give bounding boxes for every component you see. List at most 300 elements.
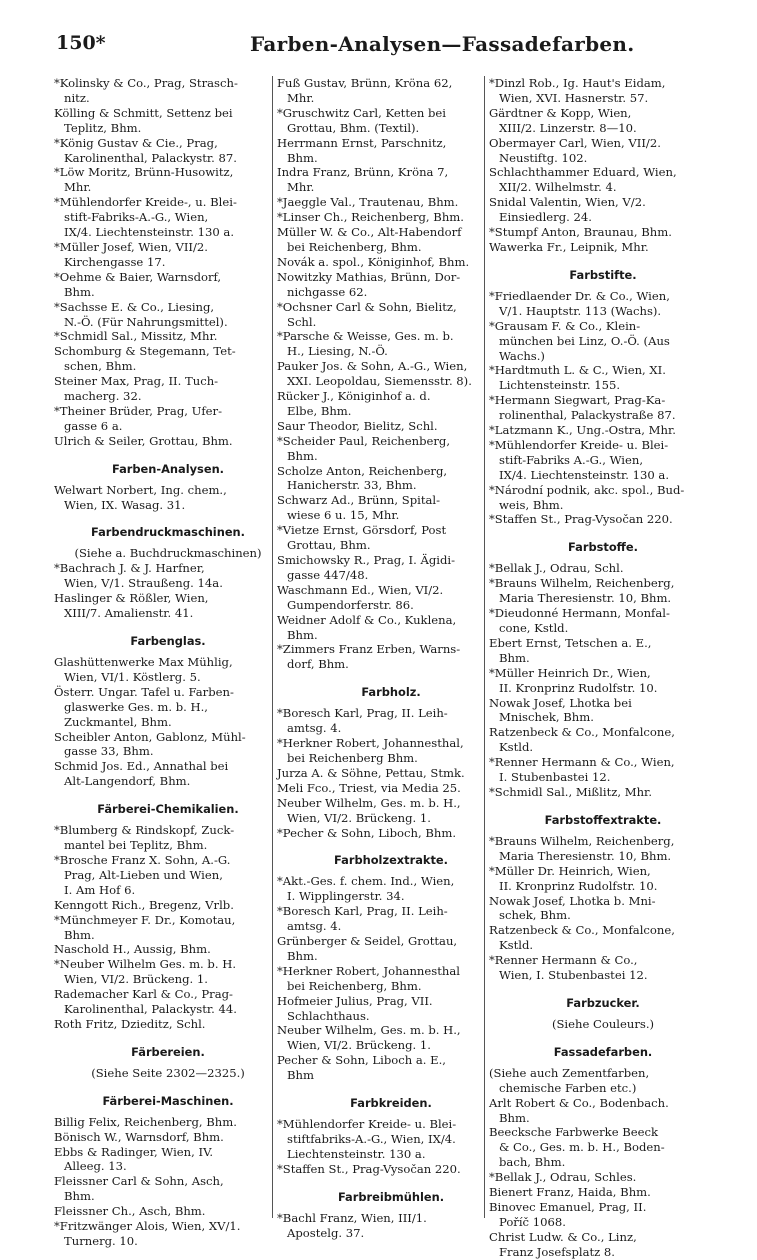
entry-line: Lichtensteinstr. 155. [499, 378, 621, 393]
entry-line: Saur Theodor, Bielitz, Schl. [277, 418, 438, 433]
entry-line: Wien, VI/2. Brückeng. 1. [287, 810, 431, 825]
directory-entry [277, 781, 505, 796]
directory-entry [489, 512, 717, 527]
entry-line: Scholze Anton, Reichenberg, [277, 463, 448, 478]
directory-entry [489, 894, 717, 924]
directory-entry [489, 696, 717, 726]
directory-entry [54, 655, 282, 685]
entry-line: gasse 447/48. [287, 567, 369, 582]
directory-entry [489, 319, 717, 364]
directory-column-left [54, 76, 282, 1249]
entry-line: glaswerke Ges. m. b. H., [64, 699, 208, 714]
entry-line: *Brauns Wilhelm, Reichenberg, [489, 833, 675, 848]
directory-entry [277, 76, 505, 106]
entry-line: *Dieudonné Hermann, Monfal- [489, 606, 670, 621]
entry-line: amtsg. 4. [287, 919, 342, 934]
directory-entry [54, 404, 282, 434]
directory-entry [489, 438, 717, 483]
entry-line: Bienert Franz, Haida, Bhm. [489, 1185, 651, 1200]
entry-line: Beecksche Farbwerke Beeck [489, 1125, 659, 1140]
directory-entry [54, 240, 282, 270]
entry-line: V/1. Hauptstr. 113 (Wachs). [499, 303, 662, 318]
entry-line: *Herkner Robert, Johannesthal [277, 963, 460, 978]
directory-entry [54, 1219, 282, 1249]
directory-entry [54, 165, 282, 195]
entry-line: N.-Ö. (Für Nahrungsmittel). [64, 314, 228, 329]
directory-entry [489, 1230, 717, 1260]
directory-entry [277, 934, 505, 964]
directory-entry [54, 1174, 282, 1204]
entry-line: *Dinzl Rob., Ig. Haut's Eidam, [489, 76, 666, 90]
directory-entry [277, 766, 505, 781]
entry-line: Meli Fco., Triest, via Media 25. [277, 780, 461, 795]
directory-entry [54, 300, 282, 330]
directory-entry [277, 464, 505, 494]
section-heading: Farbreibmühlen. [337, 1189, 445, 1204]
directory-entry [489, 363, 717, 393]
entry-line: *Fritzwänger Alois, Wien, XV/1. [54, 1219, 241, 1234]
section-heading: Färberei-Maschinen. [102, 1093, 234, 1108]
entry-line: *Národní podnik, akc. spol., Bud- [489, 482, 685, 497]
entry-line: XXI. Leopoldau, Siemensstr. 8). [287, 374, 472, 389]
entry-line: Welwart Norbert, Ing. chem., [54, 482, 227, 497]
entry-line: Ratzenbeck & Co., Monfalcone, [489, 725, 675, 740]
entry-line: *Renner Hermann & Co., Wien, [489, 755, 675, 770]
entry-line: mantel bei Teplitz, Bhm. [64, 838, 208, 853]
entry-line: Liechtensteinstr. 130 a. [287, 1146, 426, 1161]
entry-line: Karolinenthal, Palackystr. 44. [64, 1002, 237, 1017]
entry-line: Schlachthammer Eduard, Wien, [489, 165, 677, 180]
directory-entry [54, 195, 282, 240]
entry-line: *Jaeggle Val., Trautenau, Bhm. [277, 195, 459, 210]
entry-line: Maria Theresienstr. 10, Bhm. [499, 848, 672, 863]
directory-entry [277, 613, 505, 643]
entry-line: Jurza A. & Söhne, Pettau, Stmk. [277, 765, 465, 780]
entry-line: *Schmidl Sal., Mißlitz, Mhr. [489, 784, 653, 799]
directory-entry [489, 76, 717, 106]
directory-entry [489, 165, 717, 195]
directory-entry [54, 1130, 282, 1145]
directory-entry [277, 419, 505, 434]
directory-entry [54, 591, 282, 621]
directory-entry [489, 106, 717, 136]
entry-line: Kölling & Schmitt, Settenz bei [54, 105, 233, 120]
entry-line: Wien, VI/2. Brückeng. 1. [64, 972, 208, 987]
entry-line: Österr. Ungar. Tafel u. Farben- [54, 684, 234, 699]
entry-line: Bhm. [287, 150, 318, 165]
entry-line: rolinenthal, Palackystraße 87. [499, 408, 676, 423]
directory-entry [54, 1017, 282, 1032]
directory-entry [54, 957, 282, 987]
entry-line: *Renner Hermann & Co., [489, 953, 638, 968]
entry-line: Glashüttenwerke Max Mühlig, [54, 655, 233, 669]
entry-line: *Schmidl Sal., Missitz, Mhr. [54, 329, 218, 344]
entry-line: Mhr. [287, 180, 315, 195]
entry-line: Zuckmantel, Bhm. [64, 714, 172, 729]
directory-entry [489, 483, 717, 513]
directory-entry [277, 210, 505, 225]
entry-line: *Stumpf Anton, Braunau, Bhm. [489, 225, 672, 240]
entry-line: *Löw Moritz, Brünn-Husowitz, [54, 165, 234, 180]
entry-line: Arlt Robert & Co., Bodenbach. [489, 1095, 669, 1110]
directory-entry [277, 1211, 505, 1241]
entry-line: Waschmann Ed., Wien, VI/2. [277, 582, 444, 597]
entry-line: *König Gustav & Cie., Prag, [54, 135, 218, 150]
entry-line: Elbe, Bhm. [287, 403, 352, 418]
entry-line: Kirchengasse 17. [64, 254, 166, 269]
directory-entry [277, 225, 505, 255]
directory-entry [489, 136, 717, 166]
entry-line: Hanicherstr. 33, Bhm. [287, 478, 417, 493]
entry-line: Schomburg & Stegemann, Tet- [54, 344, 236, 359]
directory-entry [277, 270, 505, 300]
section-heading: Farbstoffe. [568, 540, 638, 555]
entry-line: Wien, IX. Wasag. 31. [64, 497, 186, 512]
entry-line: Schmid Jos. Ed., Annathal bei [54, 759, 229, 774]
entry-line: Nowitzky Mathias, Brünn, Dor- [277, 269, 461, 284]
directory-entry [277, 434, 505, 464]
entry-line: schek, Bhm. [499, 908, 571, 923]
entry-line: Billig Felix, Reichenberg, Bhm. [54, 1114, 237, 1129]
entry-line: *Zimmers Franz Erben, Warns- [277, 642, 461, 657]
entry-line: Wachs.) [499, 348, 545, 363]
section-heading: Farbholzextrakte. [334, 853, 448, 868]
entry-line: Nowak Josef, Lhotka bei [489, 695, 632, 710]
section-heading: Fassadefarben. [553, 1044, 653, 1059]
entry-line: Mhr. [287, 90, 315, 105]
entry-line: XIII/7. Amalienstr. 41. [64, 606, 194, 621]
entry-line: *Herkner Robert, Johannesthal, [277, 736, 464, 751]
entry-line: schen, Bhm. [64, 359, 137, 374]
entry-line: Teplitz, Bhm. [64, 120, 142, 135]
directory-entry [489, 785, 717, 800]
entry-line: *Pecher & Sohn, Liboch, Bhm. [277, 825, 457, 840]
entry-line: I. Wipplingerstr. 34. [287, 889, 405, 904]
directory-entry [489, 240, 717, 255]
entry-line: *Hardtmuth L. & C., Wien, XI. [489, 363, 666, 378]
entry-line: Fuß Gustav, Brünn, Kröna 62, [277, 76, 453, 90]
directory-entry [277, 964, 505, 994]
directory-entry [489, 864, 717, 894]
entry-line: Pecher & Sohn, Liboch a. E., [277, 1053, 446, 1068]
directory-column-middle [277, 76, 505, 1241]
directory-entry [277, 493, 505, 523]
entry-line: Indra Franz, Brünn, Kröna 7, [277, 165, 449, 180]
entry-line: *Oehme & Baier, Warnsdorf, [54, 269, 222, 284]
entry-line: XIII/2. Linzerstr. 8—10. [499, 120, 637, 135]
section-heading: Farben-Analysen. [111, 461, 224, 476]
entry-line: dorf, Bhm. [287, 657, 349, 672]
directory-entry [489, 289, 717, 319]
entry-line: *Müller Josef, Wien, VII/2. [54, 239, 208, 254]
entry-line: IX/4. Liechtensteinstr. 130 a. [499, 467, 670, 482]
cross-reference-note: (Siehe a. Buchdruckmaschinen) [74, 546, 262, 561]
directory-entry [54, 823, 282, 853]
entry-line: Grottau, Bhm. (Textil). [287, 120, 420, 135]
entry-line: *Latzmann K., Ung.-Ostra, Mhr. [489, 423, 676, 438]
entry-line: & Co., Ges. m. b. H., Boden- [499, 1140, 665, 1155]
entry-line: Ratzenbeck & Co., Monfalcone, [489, 923, 675, 938]
section-heading: Färbereien. [131, 1044, 205, 1059]
directory-entry [489, 725, 717, 755]
section-heading: Farbzucker. [566, 995, 640, 1010]
section-heading: Farbstoffextrakte. [544, 812, 662, 827]
entry-line: *Vietze Ernst, Görsdorf, Post [277, 523, 447, 538]
entry-line: Wien, I. Stubenbastei 12. [499, 968, 648, 983]
entry-line: Ebert Ernst, Tetschen a. E., [489, 635, 652, 650]
entry-line: Bhm. [287, 948, 318, 963]
entry-line: Herrmann Ernst, Parschnitz, [277, 135, 447, 150]
entry-line: Novák a. spol., Königinhof, Bhm. [277, 254, 470, 269]
entry-line: *Brauns Wilhelm, Reichenberg, [489, 576, 675, 591]
directory-entry [54, 942, 282, 957]
entry-line: Schwarz Ad., Brünn, Spital- [277, 493, 441, 508]
entry-line: nichgasse 62. [287, 284, 368, 299]
entry-line: Neuber Wilhelm, Ges. m. b. H., [277, 1023, 461, 1038]
entry-line: *Bachrach J. & J. Harfner, [54, 561, 205, 576]
entry-line: Pauker Jos. & Sohn, A.-G., Wien, [277, 359, 468, 374]
directory-entry [277, 389, 505, 419]
entry-line: *Boresch Karl, Prag, II. Leih- [277, 904, 448, 919]
entry-line: Einsiedlerg. 24. [499, 210, 592, 225]
directory-entry [489, 1096, 717, 1126]
entry-line: nitz. [64, 90, 90, 105]
entry-line: *Mühlendorfer Kreide-, u. Blei- [54, 195, 237, 210]
entry-line: II. Kronprinz Rudolfstr. 10. [499, 878, 658, 893]
entry-line: Roth Fritz, Dzieditz, Schl. [54, 1016, 206, 1031]
entry-line: I. Stubenbastei 12. [499, 770, 611, 785]
entry-line: bei Reichenberg, Bhm. [287, 239, 422, 254]
page-header [56, 32, 716, 62]
entry-line: Grünberger & Seidel, Grottau, [277, 934, 458, 949]
entry-line: stift-Fabriks A.-G., Wien, [499, 452, 643, 467]
entry-line: Wien, VI/1. Köstlerg. 5. [64, 669, 201, 684]
entry-line: Scheibler Anton, Gablonz, Mühl- [54, 729, 246, 744]
page-number: 150* [56, 32, 106, 54]
section-heading: Färberei-Chemikalien. [97, 802, 239, 817]
entry-line: Karolinenthal, Palackystr. 87. [64, 150, 237, 165]
directory-entry [489, 1185, 717, 1200]
entry-line: *Theiner Brüder, Prag, Ufer- [54, 403, 223, 418]
directory-entry [54, 76, 282, 106]
entry-line: *Linser Ch., Reichenberg, Bhm. [277, 210, 464, 225]
entry-line: Wawerka Fr., Leipnik, Mhr. [489, 239, 649, 254]
directory-entry [54, 374, 282, 404]
entry-line: Rücker J., Königinhof a. d. [277, 389, 431, 404]
entry-line: münchen bei Linz, O.-Ö. (Aus [499, 333, 670, 348]
page-title: Farben-Analysen—Fassadefarben. [250, 32, 635, 56]
entry-line: H., Liesing, N.-Ö. [287, 344, 388, 359]
entry-line: *Staffen St., Prag-Vysočan 220. [489, 512, 673, 527]
directory-entry [489, 606, 717, 636]
directory-entry [277, 874, 505, 904]
section-heading: Farbendruckmaschinen. [91, 525, 245, 540]
entry-line: I. Am Hof 6. [64, 882, 136, 897]
entry-line: Schlachthaus. [287, 1008, 370, 1023]
entry-line: Fleissner Ch., Asch, Bhm. [54, 1204, 206, 1219]
entry-line: macherg. 32. [64, 389, 142, 404]
entry-line: Kenngott Rich., Bregenz, Vrlb. [54, 897, 234, 912]
entry-line: Naschold H., Aussig, Bhm. [54, 942, 211, 957]
directory-entry [277, 796, 505, 826]
entry-line: Alt-Langendorf, Bhm. [64, 774, 191, 789]
entry-line: amtsg. 4. [287, 721, 342, 736]
entry-line: Bhm. [64, 1189, 95, 1204]
entry-line: *Mühlendorfer Kreide- u. Blei- [489, 437, 669, 452]
directory-entry [54, 561, 282, 591]
entry-line: *Kolinsky & Co., Prag, Strasch- [54, 76, 238, 90]
directory-entry [489, 1125, 717, 1170]
directory-entry [489, 834, 717, 864]
entry-line: II. Kronprinz Rudolfstr. 10. [499, 680, 658, 695]
entry-line: Maria Theresienstr. 10, Bhm. [499, 591, 672, 606]
entry-line: Kstld. [499, 938, 534, 953]
directory-entry [54, 987, 282, 1017]
directory-entry [277, 904, 505, 934]
entry-line: IX/4. Liechtensteinstr. 130 a. [64, 225, 235, 240]
entry-line: Bhm. [499, 1110, 530, 1125]
entry-line: Wien, VI/2. Brückeng. 1. [287, 1038, 431, 1053]
directory-entry [54, 106, 282, 136]
entry-line: Bönisch W., Warnsdorf, Bhm. [54, 1129, 224, 1144]
directory-entry [54, 730, 282, 760]
directory-entry [54, 483, 282, 513]
directory-entry [277, 1117, 505, 1162]
entry-line: stiftfabriks-A.-G., Wien, IX/4. [287, 1132, 456, 1146]
directory-entry [54, 685, 282, 730]
directory-entry [489, 636, 717, 666]
entry-line: Neustiftg. 102. [499, 150, 588, 165]
directory-entry [489, 953, 717, 983]
entry-line: Nowak Josef, Lhotka b. Mni- [489, 893, 656, 908]
entry-line: Smichowsky R., Prag, I. Ägidi- [277, 553, 456, 567]
entry-line: gasse 33, Bhm. [64, 744, 154, 759]
directory-entry [54, 759, 282, 789]
entry-line: Haslinger & Rößler, Wien, [54, 591, 209, 606]
entry-line: Fleissner Carl & Sohn, Asch, [54, 1174, 224, 1189]
directory-entry [54, 329, 282, 344]
entry-line: (Siehe auch Zementfarben, [489, 1065, 650, 1080]
entry-line: *Bachl Franz, Wien, III/1. [277, 1210, 427, 1225]
entry-line: Obermayer Carl, Wien, VII/2. [489, 135, 661, 150]
entry-line: Kstld. [499, 740, 534, 755]
entry-line: *Neuber Wilhelm Ges. m. b. H. [54, 957, 237, 972]
entry-line: *Müller Heinrich Dr., Wien, [489, 665, 651, 680]
entry-line: bei Reichenberg Bhm. [287, 750, 418, 765]
entry-line: *Brosche Franz X. Sohn, A.-G. [54, 852, 231, 867]
entry-line: Turnerg. 10. [64, 1234, 138, 1248]
directory-column-right [489, 76, 717, 1260]
entry-line: Hofmeier Julius, Prag, VII. [277, 993, 433, 1008]
directory-entry [54, 1204, 282, 1219]
entry-line: *Sachsse E. & Co., Liesing, [54, 299, 215, 314]
directory-entry [54, 136, 282, 166]
entry-line: *Akt.-Ges. f. chem. Ind., Wien, [277, 874, 455, 889]
directory-entry [277, 826, 505, 841]
directory-entry [277, 195, 505, 210]
directory-entry [277, 106, 505, 136]
directory-entry [54, 898, 282, 913]
entry-line: Snidal Valentin, Wien, V/2. [489, 195, 646, 210]
directory-entry [277, 736, 505, 766]
directory-entry [489, 195, 717, 225]
entry-line: Weidner Adolf & Co., Kuklena, [277, 612, 457, 627]
directory-entry [489, 666, 717, 696]
directory-entry [277, 642, 505, 672]
entry-line: Binovec Emanuel, Prag, II. [489, 1200, 647, 1214]
entry-line: Schl. [287, 314, 317, 329]
directory-entry [54, 344, 282, 374]
entry-line: *Grausam F. & Co., Klein- [489, 318, 641, 333]
directory-entry [489, 1200, 717, 1230]
entry-line: gasse 6 a. [64, 418, 123, 433]
directory-entry [54, 434, 282, 449]
entry-line: *Müller Dr. Heinrich, Wien, [489, 863, 651, 878]
entry-line: *Münchmeyer F. Dr., Komotau, [54, 912, 236, 927]
directory-entry [277, 706, 505, 736]
directory-entry [277, 553, 505, 583]
entry-line: weis, Bhm. [499, 497, 564, 512]
entry-line: Wien, XVI. Hasnerstr. 57. [499, 90, 649, 105]
directory-entry [489, 1170, 717, 1185]
section-heading: Farbenglas. [130, 634, 206, 648]
entry-line: cone, Kstld. [499, 621, 569, 635]
entry-line: Christ Ludw. & Co., Linz, [489, 1229, 637, 1244]
directory-entry [489, 423, 717, 438]
entry-line: Bhm. [287, 627, 318, 642]
entry-line: *Friedlaender Dr. & Co., Wien, [489, 288, 670, 303]
directory-entry [54, 1145, 282, 1175]
entry-line: Bhm [287, 1068, 314, 1083]
entry-line: Rademacher Karl & Co., Prag- [54, 987, 233, 1002]
directory-entry [277, 359, 505, 389]
entry-line: Franz Josefsplatz 8. [499, 1244, 615, 1259]
directory-entry [489, 755, 717, 785]
directory-entry [54, 270, 282, 300]
entry-line: Müller W. & Co., Alt-Habendorf [277, 225, 462, 240]
entry-line: XII/2. Wilhelmstr. 4. [499, 180, 617, 195]
entry-line: Ebbs & Radinger, Wien, IV. [54, 1144, 214, 1159]
directory-entry [489, 923, 717, 953]
entry-line: Neuber Wilhelm, Ges. m. b. H., [277, 795, 461, 810]
directory-entry [489, 393, 717, 423]
entry-line: Bhm. [64, 284, 95, 299]
entry-line: Prag, Alt-Lieben und Wien, [64, 867, 223, 882]
directory-entry [277, 255, 505, 270]
entry-line: Apostelg. 37. [287, 1225, 365, 1240]
entry-line: Poříč 1068. [499, 1214, 566, 1229]
entry-line: *Gruschwitz Carl, Ketten bei [277, 105, 446, 120]
directory-entry [277, 136, 505, 166]
directory-entry [277, 523, 505, 553]
entry-line: Wien, V/1. Straußeng. 14a. [64, 576, 223, 591]
entry-line: *Bellak J., Odrau, Schles. [489, 1170, 637, 1185]
entry-line: Bhm. [499, 650, 530, 665]
entry-line: Gumpendorferstr. 86. [287, 597, 414, 612]
entry-line: chemische Farben etc.) [499, 1080, 637, 1095]
entry-line: *Staffen St., Prag-Vysočan 220. [277, 1161, 461, 1176]
section-heading: Farbstifte. [569, 267, 637, 282]
section-heading: Farbkreiden. [350, 1096, 432, 1111]
entry-line: Alleeg. 13. [64, 1159, 127, 1174]
directory-entry [277, 994, 505, 1024]
entry-line: Bhm. [287, 448, 318, 463]
directory-entry [489, 225, 717, 240]
entry-line: Mhr. [64, 180, 92, 195]
directory-entry [489, 561, 717, 576]
entry-line: *Boresch Karl, Prag, II. Leih- [277, 706, 448, 721]
cross-reference-note: (Siehe Couleurs.) [551, 1016, 655, 1031]
